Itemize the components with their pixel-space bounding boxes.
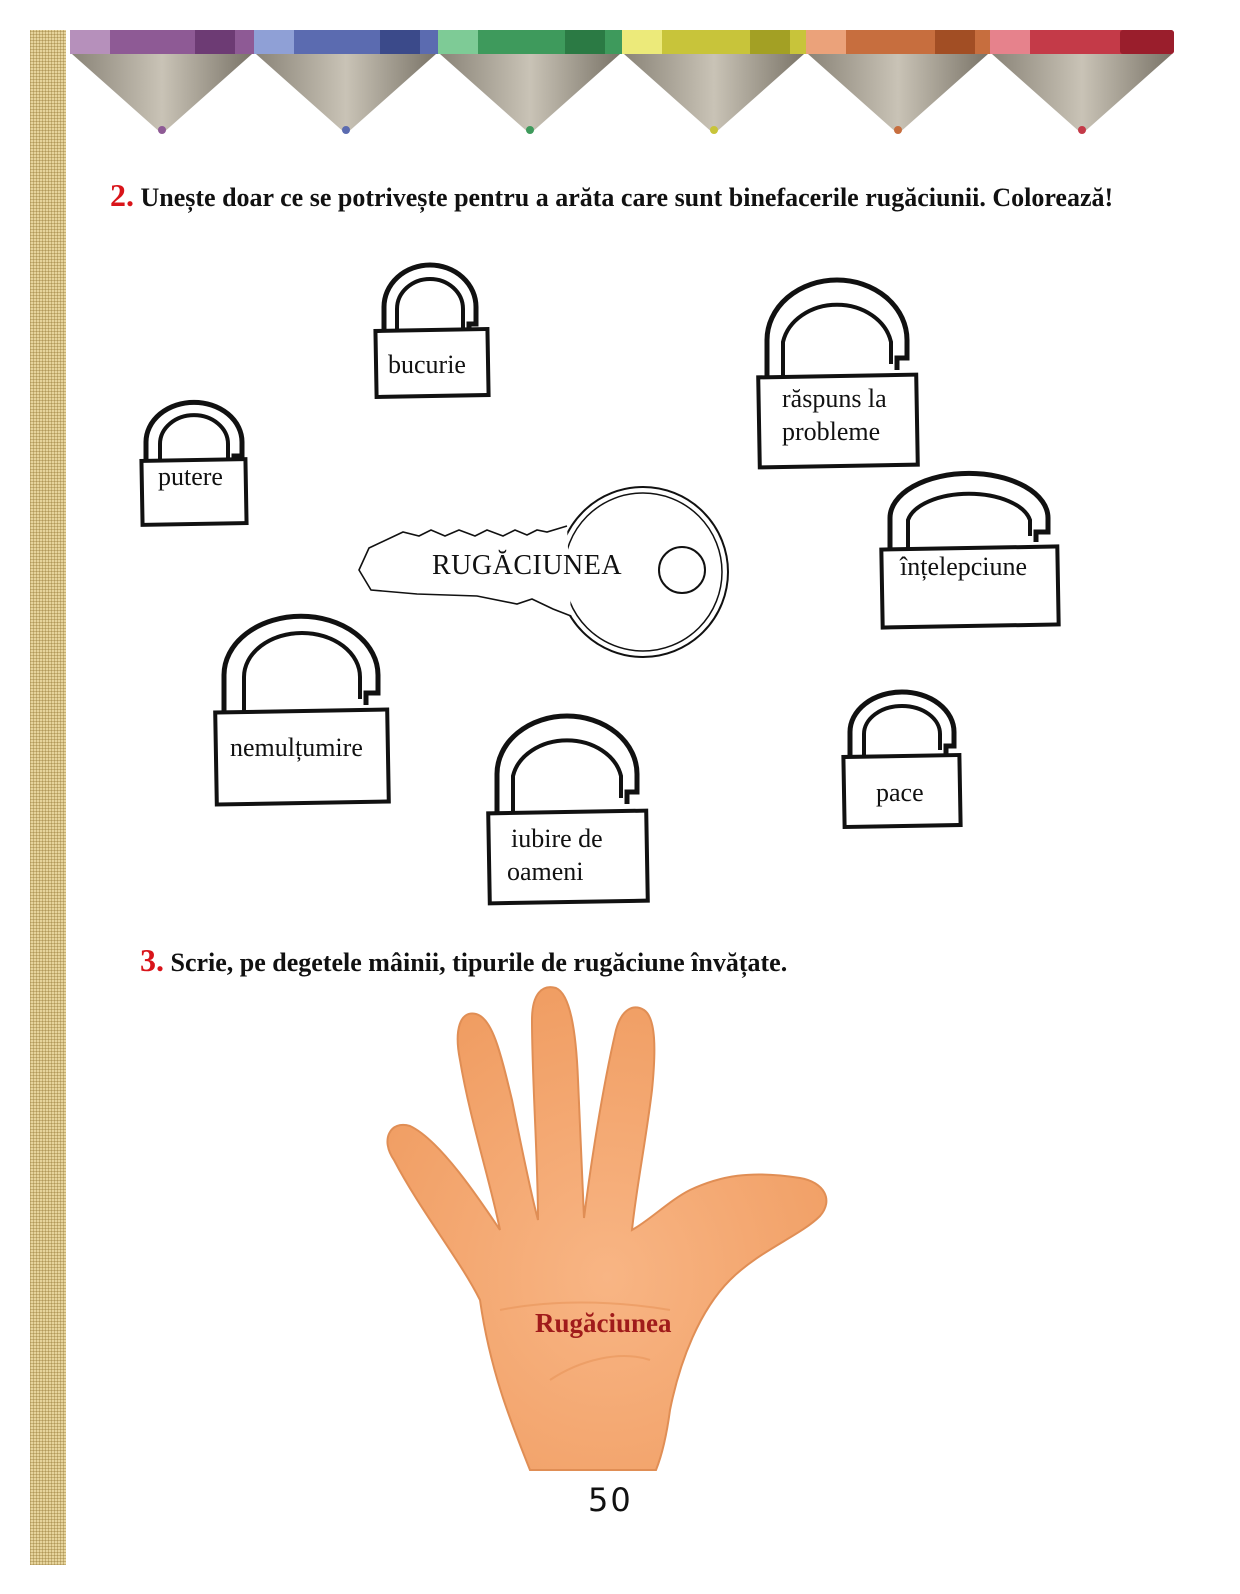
lock-iubire-de-oameni[interactable] — [485, 712, 651, 908]
lock-iubire-label-line1: iubire de — [511, 824, 603, 853]
padlock-icon — [212, 613, 392, 809]
task-3-number: 3. — [140, 942, 164, 978]
pencil-green — [438, 30, 622, 134]
lock-bucurie[interactable] — [372, 262, 492, 402]
task-3-instruction — [140, 943, 1140, 980]
lock-pace-label: pace — [876, 778, 924, 807]
task-2-text: Unește doar ce se potrivește pentru a arăta care sunt binefacerile rugăciunii. Colorează! — [140, 183, 1114, 212]
pencil-purple — [70, 30, 254, 134]
pencils-header-decoration — [70, 30, 1175, 140]
lock-raspuns-la-probleme[interactable] — [755, 278, 921, 472]
lock-raspuns-label-line2: probleme — [782, 417, 881, 446]
task-2-number: 2. — [110, 177, 134, 213]
page-number: 50 — [588, 1481, 633, 1519]
lock-intelepciune-label: înțelepciune — [900, 552, 1028, 581]
pencil-orange — [806, 30, 990, 134]
key-label: RUGĂCIUNEA — [432, 550, 623, 581]
lock-nemultumire[interactable] — [212, 613, 392, 809]
lock-putere-label: putere — [158, 462, 223, 491]
lock-bucurie-label: bucurie — [388, 350, 466, 379]
lock-nemultumire-label: nemulțumire — [230, 733, 363, 762]
hand-center-label: Rugăciunea — [535, 1308, 672, 1338]
pencil-blue — [254, 30, 438, 134]
lock-pace[interactable] — [840, 688, 964, 832]
hand-icon — [380, 980, 850, 1480]
lock-intelepciune[interactable] — [878, 470, 1062, 632]
task-3-text: Scrie, pe degetele mâinii, tipurile de rugăciune învățate. — [170, 948, 788, 977]
task-2-instruction — [110, 178, 1135, 215]
padlock-icon — [840, 688, 964, 832]
lock-putere[interactable] — [138, 400, 250, 530]
lock-raspuns-label-line1: răspuns la — [782, 384, 887, 413]
lock-iubire-label-line2: oameni — [507, 857, 584, 886]
decorative-left-border — [30, 30, 66, 1565]
padlock-icon — [372, 262, 492, 402]
pencil-red — [990, 30, 1174, 134]
pencil-yellow — [622, 30, 806, 134]
